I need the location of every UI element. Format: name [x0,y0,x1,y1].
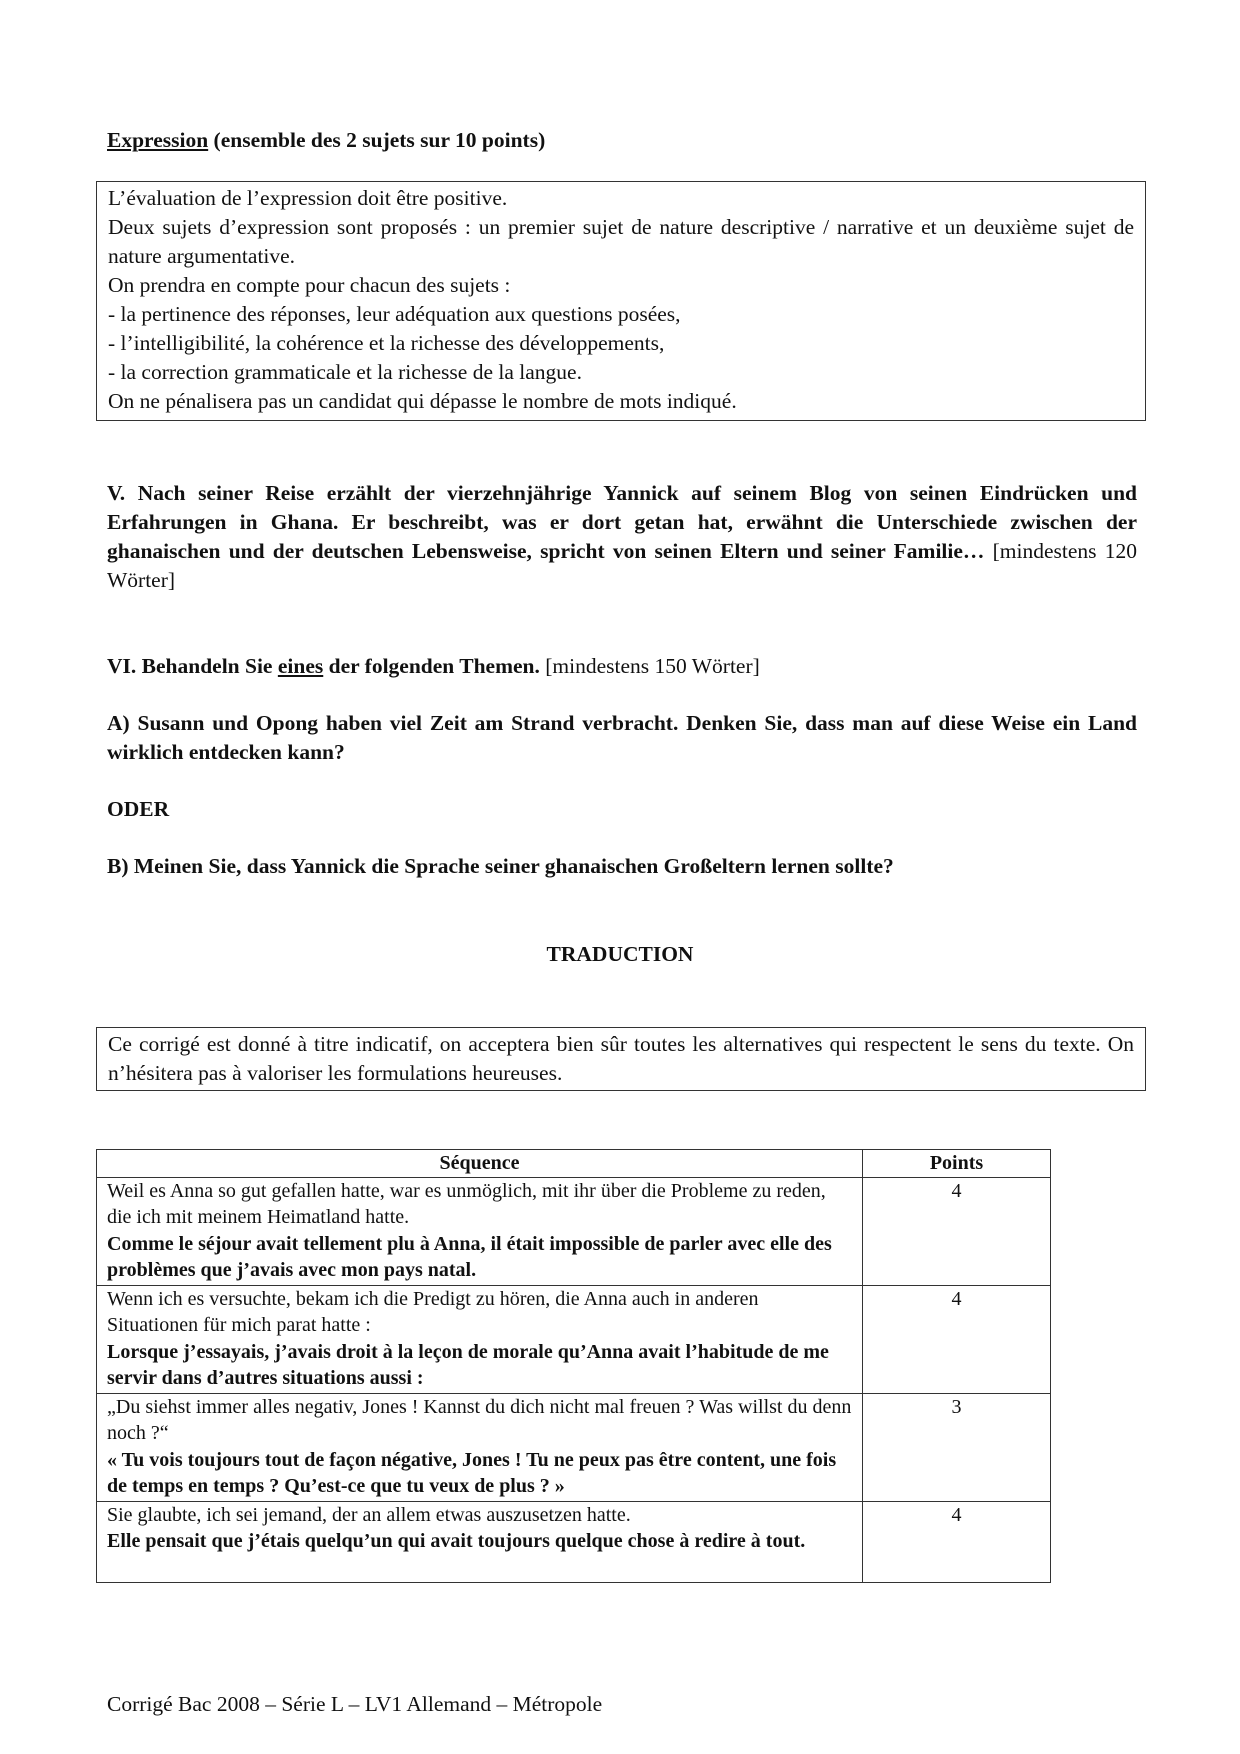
task-vi-underlined: eines [277,654,324,678]
points-cell: 3 [863,1393,1051,1501]
task-vi-option-a: A) Susann und Opong haben viel Zeit am Strand verbracht. Denken Sie, dass man auf diese Weise ein Land wirklich entdecken kann? [107,711,1137,764]
table-row [97,1501,1051,1582]
evaluation-line: On ne pénalisera pas un candidat qui dépasse le nombre de mots indiqué. [108,389,737,413]
task-vi-suffix: der folgenden Themen. [323,654,540,678]
expression-evaluation-box [96,181,1146,421]
points-cell: 4 [863,1285,1051,1393]
sequence-cell [97,1393,863,1501]
task-v-word-count: [mindestens 120 Wörter] [107,539,1138,592]
french-translation: Comme le séjour avait tellement plu à Anna, il était impossible de parler avec elle des problèmes que j’avais avec mon pays natal. [107,1232,832,1281]
points-cell: 4 [863,1501,1051,1582]
evaluation-line: - l’intelligibilité, la cohérence et la richesse des développements, [108,331,665,355]
translation-table [96,1149,1051,1583]
french-translation: Lorsque j’essayais, j’avais droit à la leçon de morale qu’Anna avait l’habitude de me servir dans d’autres situations aussi : [107,1340,829,1389]
table-row [97,1285,1051,1393]
evaluation-line: L’évaluation de l’expression doit être positive. [108,186,508,210]
evaluation-line: Deux sujets d’expression sont proposés : un premier sujet de nature descriptive / narrative et un deuxième sujet de nature argumentative. [108,215,1134,268]
header-sequence: Séquence [97,1150,863,1178]
expression-heading-rest: (ensemble des 2 sujets sur 10 points) [208,128,546,152]
points-cell: 4 [863,1177,1051,1285]
traduction-note-box [96,1027,1146,1091]
traduction-note-text: Ce corrigé est donné à titre indicatif, on acceptera bien sûr toutes les alternatives qui respectent le sens du texte. On n’hésitera pas à valoriser les formulations heureuses. [108,1032,1134,1085]
table-header-row [97,1150,1051,1178]
table-row [97,1177,1051,1285]
sequence-cell [97,1177,863,1285]
task-vi-heading [107,652,1137,681]
page-footer: Corrigé Bac 2008 – Série L – LV1 Allemand – Métropole [107,1692,603,1716]
sequence-cell [97,1501,863,1582]
german-source: „Du siehst immer alles negativ, Jones ! Kannst du dich nicht mal freuen ? Was willst du denn noch ?“ [107,1395,852,1444]
task-vi-option-b: B) Meinen Sie, dass Yannick die Sprache seiner ghanaischen Großeltern lernen sollte? [107,854,894,878]
header-points: Points [863,1150,1051,1178]
german-source: Sie glaubte, ich sei jemand, der an allem etwas auszusetzen hatte. [107,1503,631,1526]
french-translation: « Tu vois toujours tout de façon négative, Jones ! Tu ne peux pas être content, une fois de temps en temps ? Qu’est-ce que tu veux de plus ? » [107,1448,837,1497]
german-source: Weil es Anna so gut gefallen hatte, war es unmöglich, mit ihr über die Probleme zu reden, die ich mit meinem Heimatland hatte. [107,1179,826,1228]
sequence-cell [97,1285,863,1393]
expression-heading [107,126,545,155]
german-source: Wenn ich es versuchte, bekam ich die Predigt zu hören, die Anna auch in anderen Situationen für mich parat hatte : [107,1287,759,1336]
french-translation: Elle pensait que j’étais quelqu’un qui avait toujours quelque chose à redire à tout. [107,1530,806,1552]
traduction-title: TRADUCTION [546,942,694,966]
task-v-text: V. Nach seiner Reise erzählt der vierzehnjährige Yannick auf seinem Blog von seinen Eindrücken und Erfahrungen in Ghana. Er beschreibt, was er dort getan hat, erwähnt die Unterschiede zwischen der ghanaischen und der deutschen Lebensweise, spricht von seinen Eltern und seiner Familie… [107,481,1137,563]
table-row [97,1393,1051,1501]
task-vi-oder: ODER [107,797,170,821]
evaluation-line: - la correction grammaticale et la richesse de la langue. [108,360,582,384]
task-vi-prefix: VI. Behandeln Sie [107,654,278,678]
expression-heading-title: Expression [107,128,209,152]
evaluation-line: On prendra en compte pour chacun des sujets : [108,273,511,297]
task-vi-word-count: [mindestens 150 Wörter] [539,654,760,678]
task-v [107,479,1137,595]
evaluation-line: - la pertinence des réponses, leur adéquation aux questions posées, [108,302,681,326]
